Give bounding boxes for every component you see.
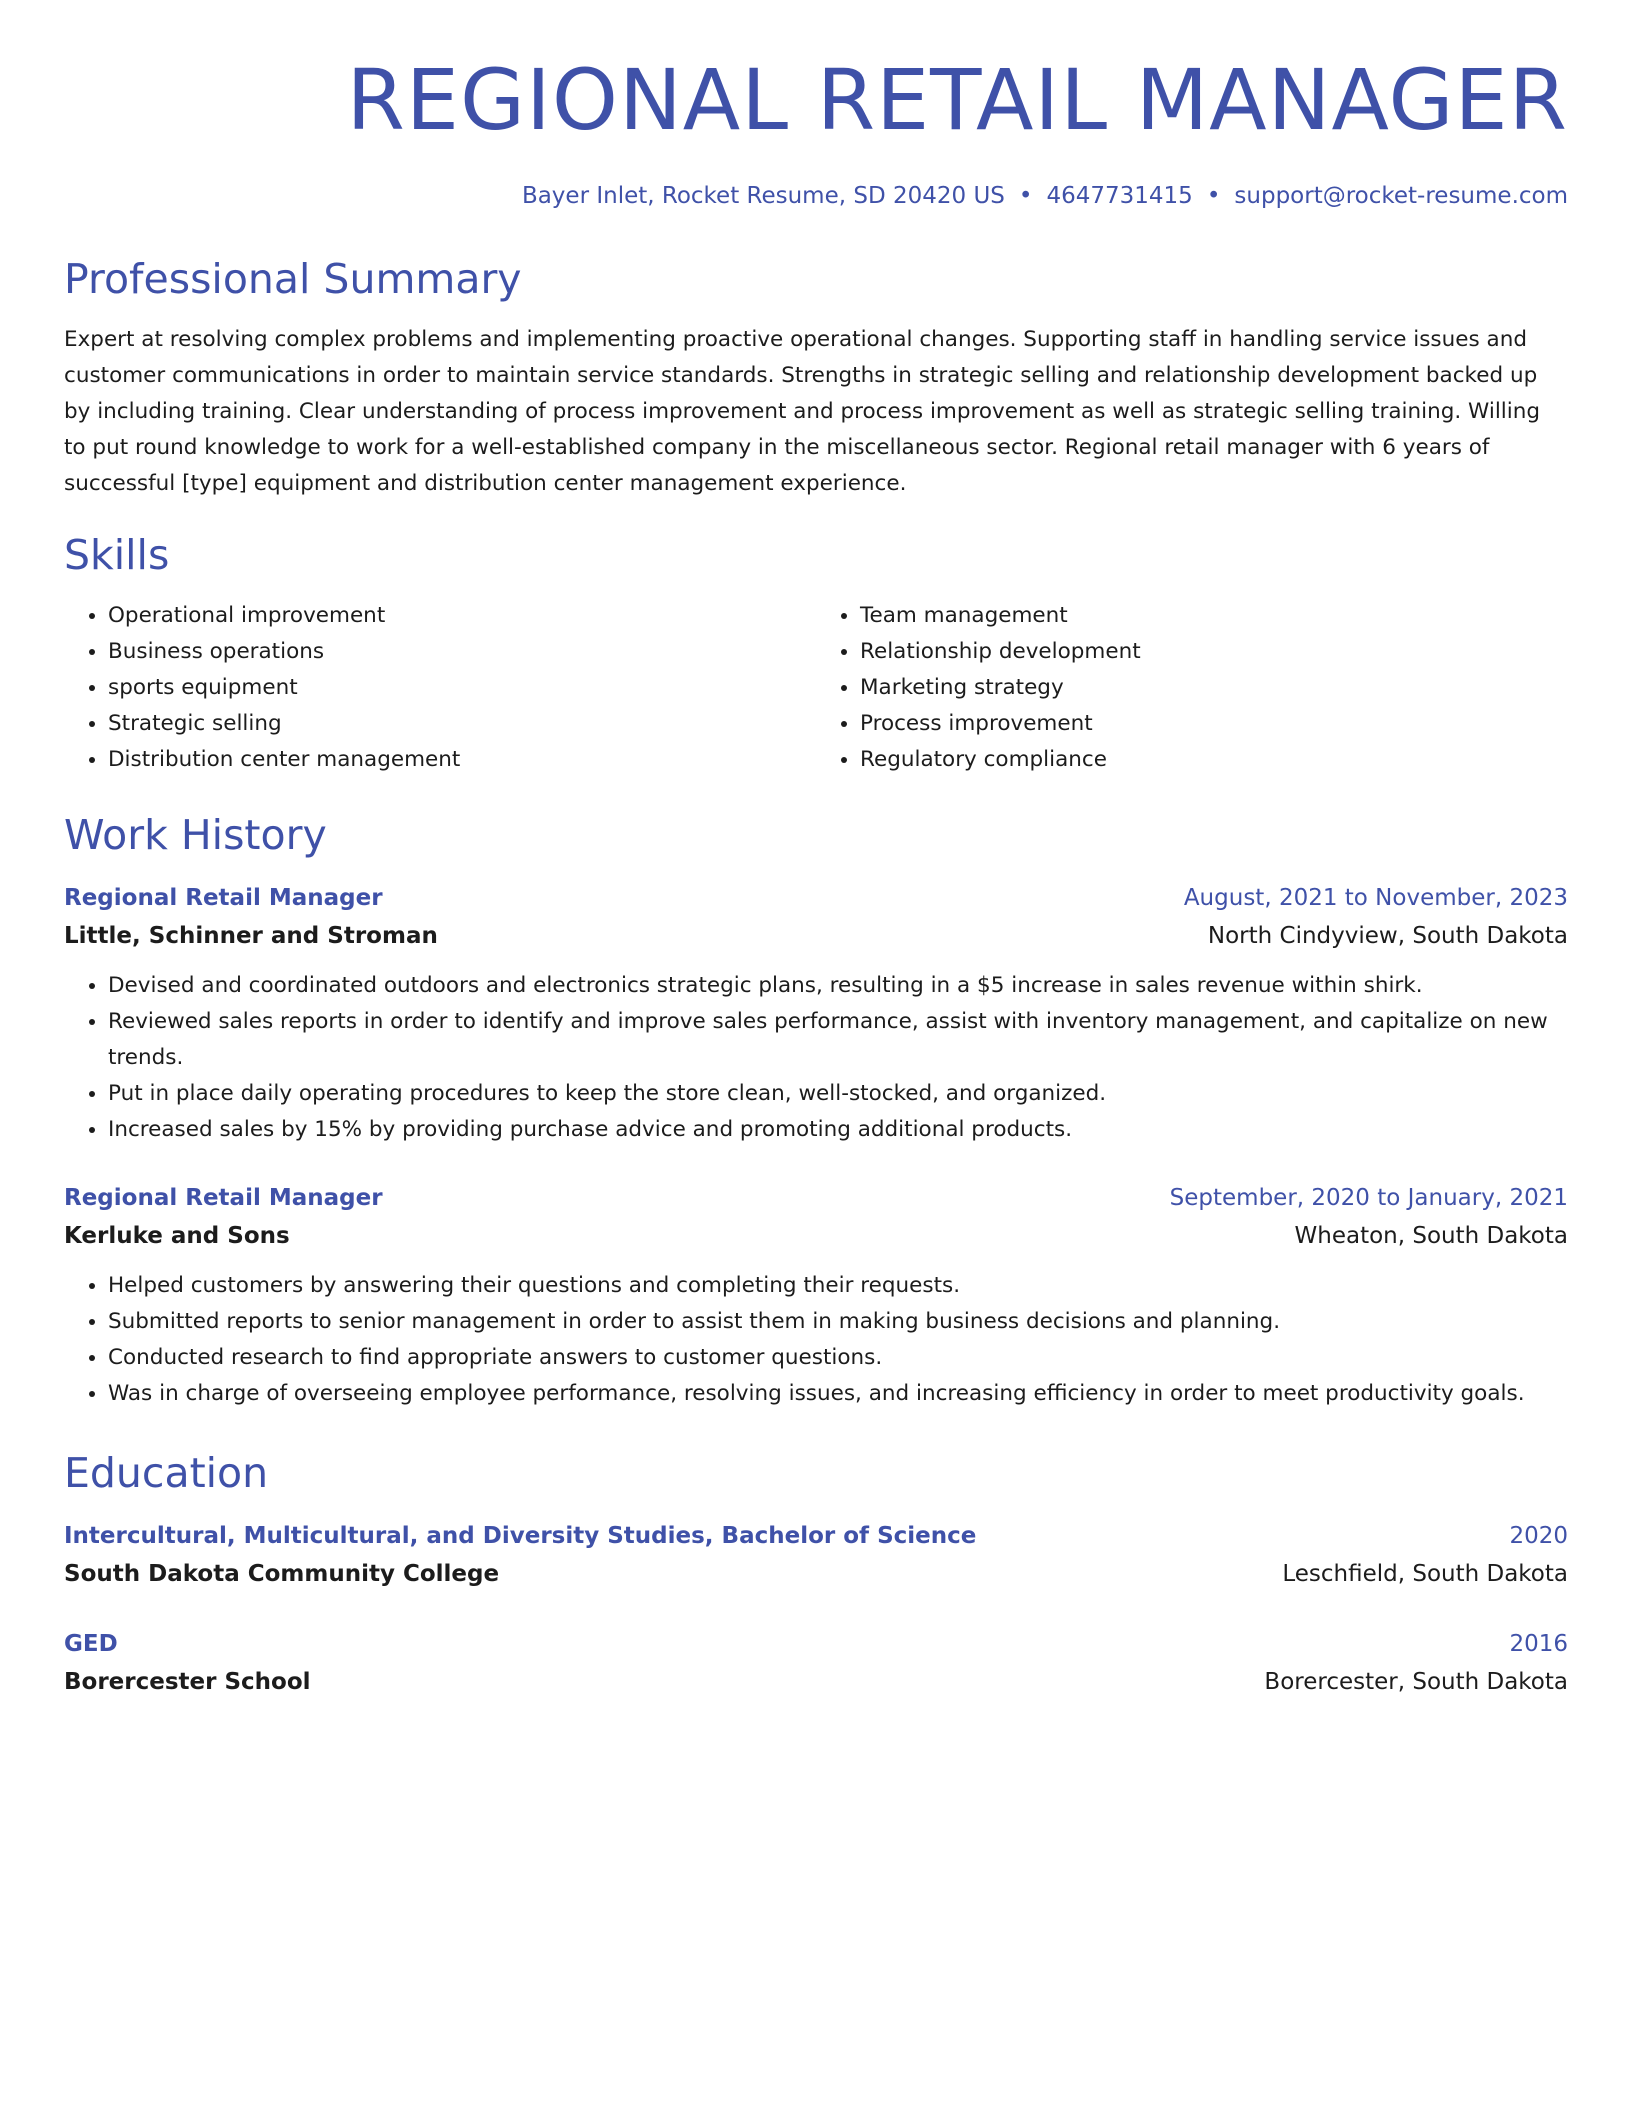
- skill-item: • Process improvement: [860, 706, 1568, 742]
- education-degree-row: [64, 1518, 1568, 1554]
- skill-item: • Operational improvement: [108, 598, 816, 634]
- job-bullet: • Increased sales by 15% by providing purchase advice and promoting additional products.: [108, 1112, 1568, 1148]
- job-title-row: [64, 1180, 1568, 1216]
- skill-item: • Marketing strategy: [860, 670, 1568, 706]
- job-title: Regional Retail Manager: [64, 1185, 383, 1211]
- skills-heading: Skills: [64, 531, 170, 579]
- job-location: Wheaton, South Dakota: [1294, 1223, 1568, 1249]
- summary-text: Expert at resolving complex problems and implementing proactive operational changes. Supporting staff in handling service issues and customer communications in order to maintain service standards. Strengths in strategic selling and relationship development backed up by including training. Clear understanding of process improvement and process improvement as well as strategic selling training. Willing to put round knowledge to work for a well-established company in the miscellaneous sector. Regional retail manager with 6 years of successful [type] equipment and distribution center management experience.: [64, 327, 1541, 496]
- education-school-row: [64, 1662, 1568, 1702]
- job-bullet: • Devised and coordinated outdoors and electronics strategic plans, resulting in a $5 increase in sales revenue within shirk.: [108, 968, 1568, 1004]
- education-school-row: [64, 1554, 1568, 1594]
- education-year: 2016: [1509, 1631, 1568, 1657]
- job-bullet: • Conducted research to find appropriate answers to customer questions.: [108, 1340, 1568, 1376]
- job-dates: September, 2020 to January, 2021: [1169, 1185, 1568, 1211]
- skill-item: • Business operations: [108, 634, 816, 670]
- education-entry: [64, 1626, 1568, 1702]
- job-bullet: • Reviewed sales reports in order to identify and improve sales performance, assist with inventory management, and capitalize on new trends.: [108, 1004, 1568, 1076]
- education-year: 2020: [1509, 1523, 1568, 1549]
- contact-separator: •: [1018, 183, 1033, 209]
- contact-email: support@rocket-resume.com: [1234, 183, 1568, 209]
- education-location: Borercester, South Dakota: [1264, 1669, 1568, 1695]
- education-location: Leschfield, South Dakota: [1282, 1561, 1568, 1587]
- resume-header: [64, 52, 1568, 210]
- job-bullet: • Was in charge of overseeing employee performance, resolving issues, and increasing efficiency in order to meet productivity goals.: [108, 1376, 1568, 1412]
- skill-item: • sports equipment: [108, 670, 816, 706]
- skills-grid: [64, 598, 1568, 778]
- job-bullet: • Helped customers by answering their questions and completing their requests.: [108, 1268, 1568, 1304]
- skills-list-left: [64, 598, 816, 778]
- education-degree: Intercultural, Multicultural, and Diversity Studies, Bachelor of Science: [64, 1523, 977, 1549]
- resume-name: REGIONAL RETAIL MANAGER: [346, 51, 1568, 149]
- job-title-row: [64, 880, 1568, 916]
- education-school: Borercester School: [64, 1669, 311, 1695]
- job-entry: [64, 880, 1568, 1148]
- education-school: South Dakota Community College: [64, 1561, 500, 1587]
- job-title: Regional Retail Manager: [64, 885, 383, 911]
- job-location: North Cindyview, South Dakota: [1207, 923, 1568, 949]
- job-bullet: • Submitted reports to senior management in order to assist them in making business decisions and planning.: [108, 1304, 1568, 1340]
- education-entry: [64, 1518, 1568, 1594]
- job-bullet: • Put in place daily operating procedures to keep the store clean, well-stocked, and organized.: [108, 1076, 1568, 1112]
- skill-item: • Team management: [860, 598, 1568, 634]
- job-bullets: [64, 1268, 1568, 1412]
- job-company-row: [64, 916, 1568, 956]
- education-heading: Education: [64, 1449, 269, 1497]
- job-entry: [64, 1180, 1568, 1412]
- skill-item: • Distribution center management: [108, 742, 816, 778]
- job-company: Little, Schinner and Stroman: [64, 923, 438, 949]
- job-bullets: [64, 968, 1568, 1148]
- contact-phone: 4647731415: [1046, 183, 1193, 209]
- skills-list-right: [816, 598, 1568, 778]
- job-company-row: [64, 1216, 1568, 1256]
- contact-line: [64, 182, 1568, 210]
- job-company: Kerluke and Sons: [64, 1223, 290, 1249]
- summary-heading: Professional Summary: [64, 255, 522, 303]
- skill-item: • Regulatory compliance: [860, 742, 1568, 778]
- education-degree: GED: [64, 1631, 118, 1657]
- job-dates: August, 2021 to November, 2023: [1183, 885, 1568, 911]
- work-history-heading: Work History: [64, 811, 327, 859]
- contact-address: Bayer Inlet, Rocket Resume, SD 20420 US: [521, 183, 1005, 209]
- contact-separator: •: [1206, 183, 1221, 209]
- skill-item: • Relationship development: [860, 634, 1568, 670]
- education-degree-row: [64, 1626, 1568, 1662]
- skill-item: • Strategic selling: [108, 706, 816, 742]
